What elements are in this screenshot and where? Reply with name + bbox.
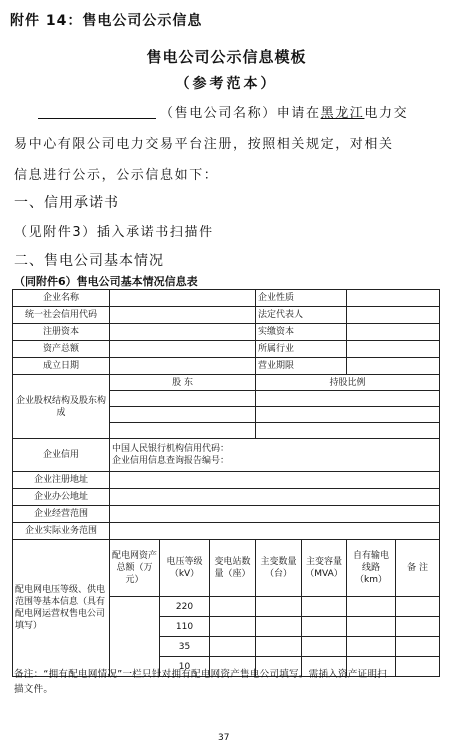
grid-header-assets: 配电网资产总额（万元） — [110, 540, 160, 597]
reg-capital-value — [110, 324, 256, 341]
intro-line-2: 易中心有限公司电力交易平台注册，按照相关规定，对相关 — [14, 137, 394, 152]
table-row — [13, 290, 440, 307]
op-period-value — [347, 358, 440, 375]
voltage-level: 35 — [160, 637, 210, 657]
paid-capital-value — [347, 324, 440, 341]
table-row — [13, 523, 440, 540]
credit-code-value — [110, 307, 256, 324]
op-scope-label: 企业经营范围 — [13, 506, 110, 523]
company-nature-label: 企业性质 — [256, 290, 347, 307]
section-1-heading: 一、信用承诺书 — [14, 195, 119, 211]
grid-header-capacity: 主变容量（MVA） — [302, 540, 347, 597]
page-number: 37 — [218, 733, 230, 743]
grid-header-voltage: 电压等级（kV） — [160, 540, 210, 597]
est-date-value — [110, 358, 256, 375]
est-date-label: 成立日期 — [13, 358, 110, 375]
reg-capital-label: 注册资本 — [13, 324, 110, 341]
table-row — [13, 506, 440, 523]
voltage-level: 110 — [160, 617, 210, 637]
section-1-body: （见附件3）插入承诺书扫描件 — [14, 225, 214, 240]
company-name-blank — [38, 104, 156, 119]
pboc-code-label: 中国人民银行机构信用代码： — [112, 444, 230, 454]
table-row — [13, 307, 440, 324]
grid-header-transformers: 主变数量（台） — [256, 540, 302, 597]
voltage-level: 10 — [160, 657, 210, 677]
credit-code-label: 统一社会信用代码 — [13, 307, 110, 324]
company-nature-value — [347, 290, 440, 307]
company-name-value — [110, 290, 256, 307]
voltage-level: 220 — [160, 597, 210, 617]
table-caption: （同附件6）售电公司基本情况信息表 — [14, 275, 198, 288]
grid-info-label: 配电网电压等级、供电范围等基本信息（具有配电网运营权售电公司填写） — [13, 540, 110, 677]
reg-address-value — [110, 472, 440, 489]
table-row — [13, 439, 440, 472]
op-scope-value — [110, 506, 440, 523]
document-subtitle: （参考范本） — [175, 76, 278, 92]
intro-text-pre: （售电公司名称）申请在 — [160, 106, 321, 121]
intro-text-post: 电力交 — [364, 106, 409, 121]
total-assets-value — [110, 341, 256, 358]
table-row — [13, 341, 440, 358]
industry-label: 所属行业 — [256, 341, 347, 358]
grid-header-lines: 自有输电线路（km） — [347, 540, 396, 597]
table-row — [13, 489, 440, 506]
table-row — [13, 324, 440, 341]
footnote-line-1: 备注：“拥有配电网情况”一栏只针对拥有配电网资产售电公司填写。需插入资产证明扫 — [14, 669, 388, 680]
grid-header-substations: 变电站数量（座） — [210, 540, 256, 597]
industry-value — [347, 341, 440, 358]
table-row — [13, 540, 440, 597]
grid-header-remarks: 备 注 — [396, 540, 440, 597]
intro-line-1 — [14, 102, 408, 121]
equity-structure-label: 企业股权结构及股东构成 — [13, 375, 110, 439]
credit-label: 企业信用 — [13, 439, 110, 472]
intro-line-3: 信息进行公示，公示信息如下： — [14, 168, 219, 183]
reg-address-label: 企业注册地址 — [13, 472, 110, 489]
annex-title: 附件 14：售电公司公示信息 — [10, 13, 203, 29]
document-title: 售电公司公示信息模板 — [146, 48, 307, 66]
share-ratio-header: 持股比例 — [256, 375, 440, 391]
actual-scope-value — [110, 523, 440, 540]
office-address-label: 企业办公地址 — [13, 489, 110, 506]
actual-scope-label: 企业实际业务范围 — [13, 523, 110, 540]
op-period-label: 营业期限 — [256, 358, 347, 375]
footnote-line-2: 描文件。 — [14, 684, 54, 695]
section-2-heading: 二、售电公司基本情况 — [14, 253, 164, 269]
table-row — [13, 375, 440, 391]
paid-capital-label: 实缴资本 — [256, 324, 347, 341]
legal-rep-value — [347, 307, 440, 324]
table-row — [13, 472, 440, 489]
company-info-table — [12, 289, 440, 677]
company-name-label: 企业名称 — [13, 290, 110, 307]
intro-region: 黑龙江 — [320, 106, 365, 121]
legal-rep-label: 法定代表人 — [256, 307, 347, 324]
table-row — [13, 358, 440, 375]
credit-report-label: 企业信用信息查询报告编号： — [112, 456, 230, 466]
total-assets-label: 资产总额 — [13, 341, 110, 358]
office-address-value — [110, 489, 440, 506]
credit-value — [110, 439, 440, 472]
shareholder-header: 股 东 — [110, 375, 256, 391]
